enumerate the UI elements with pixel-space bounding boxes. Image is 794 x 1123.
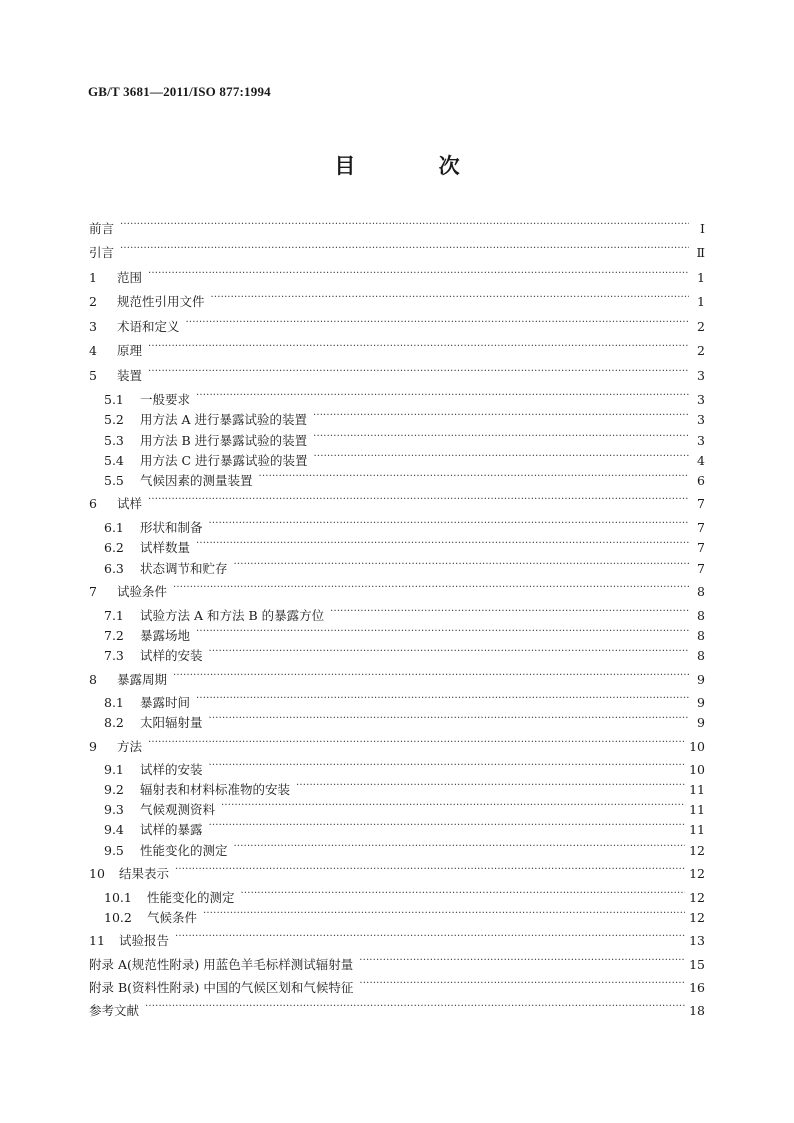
toc-entry-label: 规范性引用文件	[117, 294, 205, 309]
toc-entry-page-number: 9	[697, 695, 705, 710]
toc-entry-label: 状态调节和贮存	[140, 561, 228, 576]
toc-entry-label: 试样的暴露	[140, 822, 203, 837]
toc-entry-label: 试验条件	[117, 584, 168, 599]
dot-leader	[120, 245, 689, 257]
toc-entry[interactable]	[104, 693, 705, 713]
dot-leader	[196, 695, 689, 707]
toc-entry[interactable]	[104, 518, 705, 538]
toc-entry-page-number: 11	[689, 822, 705, 837]
dot-leader	[148, 739, 685, 751]
toc-entry[interactable]	[104, 410, 705, 430]
toc-entry-label: 结果表示	[119, 866, 170, 881]
dot-leader	[313, 433, 689, 445]
toc-entry-number: 4	[89, 343, 97, 358]
toc-entry-page-number: 1	[697, 270, 705, 285]
dot-leader	[234, 561, 689, 573]
toc-entry-label: 气候观测资料	[140, 802, 216, 817]
toc-entry-number: 9.2	[104, 782, 124, 797]
toc-entry-page-number: 10	[689, 762, 705, 777]
toc-entry-page-number: 10	[689, 739, 705, 754]
toc-entry-page-number: 13	[689, 933, 705, 948]
toc-entry-page-number: Ⅰ	[700, 221, 705, 236]
toc-entry-number: 6	[89, 496, 97, 511]
toc-entry[interactable]	[104, 760, 705, 780]
dot-leader	[211, 294, 689, 306]
toc-entry-label: 用方法 A 进行暴露试验的装置	[140, 412, 307, 427]
toc-entry[interactable]	[104, 538, 705, 558]
toc-entry-number: 8.1	[104, 695, 124, 710]
toc-entry-label: 参考文献	[89, 1003, 140, 1018]
toc-entry-number: 7.3	[104, 648, 124, 663]
dot-leader	[148, 343, 689, 355]
dot-leader	[186, 319, 689, 331]
dot-leader	[148, 368, 689, 380]
toc-entry-page-number: 12	[689, 910, 705, 925]
toc-entry-page-number: 12	[689, 890, 705, 905]
toc-entry-page-number: 3	[697, 368, 705, 383]
toc-entry-label: 引言	[89, 245, 115, 260]
toc-entry-number: 9.4	[104, 822, 124, 837]
toc-entry-number: 10.2	[104, 910, 132, 925]
dot-leader	[209, 520, 689, 532]
toc-entry[interactable]	[89, 864, 705, 884]
toc-entry-page-number: 11	[689, 802, 705, 817]
toc-entry-label: 前言	[89, 221, 115, 236]
toc-entry-label: 气候条件	[147, 910, 198, 925]
toc-entry[interactable]	[104, 780, 705, 800]
toc-entry-page-number: 18	[689, 1003, 705, 1018]
toc-entry-page-number: 8	[697, 584, 705, 599]
toc-entry[interactable]	[89, 292, 705, 312]
dot-leader	[173, 672, 689, 684]
toc-entry-page-number: 16	[689, 980, 705, 995]
toc-entry-label: 试样	[117, 496, 143, 511]
toc-entry[interactable]	[104, 646, 705, 666]
dot-leader	[241, 890, 686, 902]
toc-entry-label: 方法	[117, 739, 143, 754]
toc-entry[interactable]	[89, 670, 705, 690]
toc-entry-number: 5.4	[104, 453, 124, 468]
toc-entry-number: 1	[89, 270, 97, 285]
toc-entry-page-number: 9	[697, 715, 705, 730]
toc-entry[interactable]	[104, 800, 705, 820]
toc-entry-page-number: 15	[689, 957, 705, 972]
toc-entry-page-number: Ⅱ	[696, 245, 705, 260]
dot-leader	[196, 392, 689, 404]
toc-entry-page-number: 12	[689, 866, 705, 881]
toc-entry-label: 暴露时间	[140, 695, 191, 710]
toc-entry-page-number: 11	[689, 782, 705, 797]
dot-leader	[221, 802, 685, 814]
dot-leader	[330, 608, 689, 620]
dot-leader	[359, 957, 685, 969]
dot-leader	[234, 843, 686, 855]
toc-entry[interactable]	[104, 908, 705, 928]
toc-entry-page-number: 7	[697, 561, 705, 576]
toc-entry-label: 辐射表和材料标准物的安装	[140, 782, 291, 797]
toc-entry[interactable]	[104, 451, 705, 471]
toc-entry-number: 11	[89, 933, 105, 948]
dot-leader	[314, 453, 689, 465]
toc-entry-number: 5.2	[104, 412, 124, 427]
toc-entry-label: 装置	[117, 368, 143, 383]
toc-entry[interactable]	[89, 978, 705, 998]
toc-entry-number: 8.2	[104, 715, 124, 730]
toc-entry-page-number: 3	[697, 412, 705, 427]
toc-entry-number: 7.2	[104, 628, 124, 643]
toc-entry-number: 5.3	[104, 433, 124, 448]
dot-leader	[203, 910, 685, 922]
toc-entry-number: 5.5	[104, 473, 124, 488]
toc-entry-label: 暴露场地	[140, 628, 191, 643]
dot-leader	[175, 933, 685, 945]
toc-entry-label: 试样的安装	[140, 762, 203, 777]
dot-leader	[175, 866, 685, 878]
toc-entry-page-number: 8	[697, 608, 705, 623]
toc-entry-page-number: 9	[697, 672, 705, 687]
toc-entry-label: 试验方法 A 和方法 B 的暴露方位	[140, 608, 325, 623]
dot-leader	[120, 221, 689, 233]
toc-entry-label: 一般要求	[140, 392, 191, 407]
toc-entry-number: 10.1	[104, 890, 132, 905]
toc-entry[interactable]	[89, 366, 705, 386]
toc-entry-page-number: 4	[697, 453, 705, 468]
toc-entry-label: 试样数量	[140, 540, 191, 555]
dot-leader	[209, 762, 686, 774]
toc-entry-number: 7.1	[104, 608, 124, 623]
toc-entry[interactable]	[104, 713, 705, 733]
dot-leader	[196, 540, 689, 552]
toc-entry[interactable]	[104, 820, 705, 840]
toc-entry-label: 太阳辐射量	[140, 715, 203, 730]
toc-entry-number: 7	[89, 584, 97, 599]
dot-leader	[313, 412, 689, 424]
toc-entry-label: 用方法 C 进行暴露试验的装置	[140, 453, 308, 468]
toc-entry[interactable]	[89, 494, 705, 514]
toc-entry-label: 性能变化的测定	[147, 890, 235, 905]
toc-entry[interactable]	[89, 1001, 705, 1021]
toc-entry[interactable]	[104, 431, 705, 451]
toc-entry-number: 5	[89, 368, 97, 383]
toc-entry-label: 用方法 B 进行暴露试验的装置	[140, 433, 308, 448]
toc-entry[interactable]	[89, 931, 705, 951]
dot-leader	[173, 584, 689, 596]
toc-entry-page-number: 8	[697, 648, 705, 663]
dot-leader	[209, 715, 689, 727]
toc-entry-number: 5.1	[104, 392, 124, 407]
dot-leader	[296, 782, 685, 794]
page-title: 目 次	[334, 153, 498, 178]
toc-entry[interactable]	[104, 471, 705, 491]
toc-entry-page-number: 12	[689, 843, 705, 858]
toc-entry-label: 气候因素的测量装置	[140, 473, 253, 488]
toc-entry-page-number: 6	[697, 473, 705, 488]
toc-entry-number: 3	[89, 319, 97, 334]
dot-leader	[259, 473, 689, 485]
toc-entry-label: 附录 B(资料性附录) 中国的气候区划和气候特征	[89, 980, 354, 995]
toc-entry-number: 9	[89, 739, 97, 754]
toc-entry-label: 范围	[117, 270, 143, 285]
toc-entry-label: 形状和制备	[140, 520, 203, 535]
dot-leader	[148, 270, 689, 282]
toc-entry-number: 9.1	[104, 762, 124, 777]
toc-entry[interactable]	[104, 559, 705, 579]
toc-entry-label: 术语和定义	[117, 319, 180, 334]
toc-entry[interactable]	[89, 317, 705, 337]
toc-entry-label: 附录 A(规范性附录) 用蓝色羊毛标样测试辐射量	[89, 957, 354, 972]
toc-entry[interactable]	[89, 219, 705, 239]
dot-leader	[209, 822, 686, 834]
toc-entry-page-number: 2	[697, 343, 705, 358]
toc-entry-page-number: 7	[697, 496, 705, 511]
toc-entry-number: 8	[89, 672, 97, 687]
toc-entry[interactable]	[89, 737, 705, 757]
toc-entry-number: 6.2	[104, 540, 124, 555]
dot-leader	[359, 980, 685, 992]
dot-leader	[209, 648, 689, 660]
toc-entry-number: 10	[89, 866, 105, 881]
toc-entry-page-number: 2	[697, 319, 705, 334]
toc-entry[interactable]	[104, 841, 705, 861]
toc-entry-number: 9.3	[104, 802, 124, 817]
toc-entry-label: 试样的安装	[140, 648, 203, 663]
toc-entry-page-number: 3	[697, 392, 705, 407]
toc-entry[interactable]	[104, 606, 705, 626]
toc-entry-number: 2	[89, 294, 97, 309]
toc-entry[interactable]	[104, 888, 705, 908]
toc-entry-number: 6.1	[104, 520, 124, 535]
toc-entry-label: 原理	[117, 343, 143, 358]
toc-entry[interactable]	[89, 582, 705, 602]
toc-entry-label: 试验报告	[119, 933, 170, 948]
toc-entry[interactable]	[89, 268, 705, 288]
toc-entry-page-number: 1	[697, 294, 705, 309]
toc-entry-page-number: 8	[697, 628, 705, 643]
toc-entry[interactable]	[104, 390, 705, 410]
toc-entry[interactable]	[89, 243, 705, 263]
standard-code: GB/T 3681—2011/ISO 877:1994	[88, 84, 271, 99]
toc-entry[interactable]	[104, 626, 705, 646]
dot-leader	[145, 1003, 685, 1015]
toc-entry[interactable]	[89, 341, 705, 361]
toc-entry-number: 6.3	[104, 561, 124, 576]
toc-entry-number: 9.5	[104, 843, 124, 858]
dot-leader	[148, 496, 689, 508]
toc-entry-page-number: 7	[697, 540, 705, 555]
dot-leader	[196, 628, 689, 640]
toc-entry-page-number: 3	[697, 433, 705, 448]
toc-entry-page-number: 7	[697, 520, 705, 535]
toc-entry-label: 暴露周期	[117, 672, 168, 687]
toc-entry-label: 性能变化的测定	[140, 843, 228, 858]
toc-entry[interactable]	[89, 955, 705, 975]
